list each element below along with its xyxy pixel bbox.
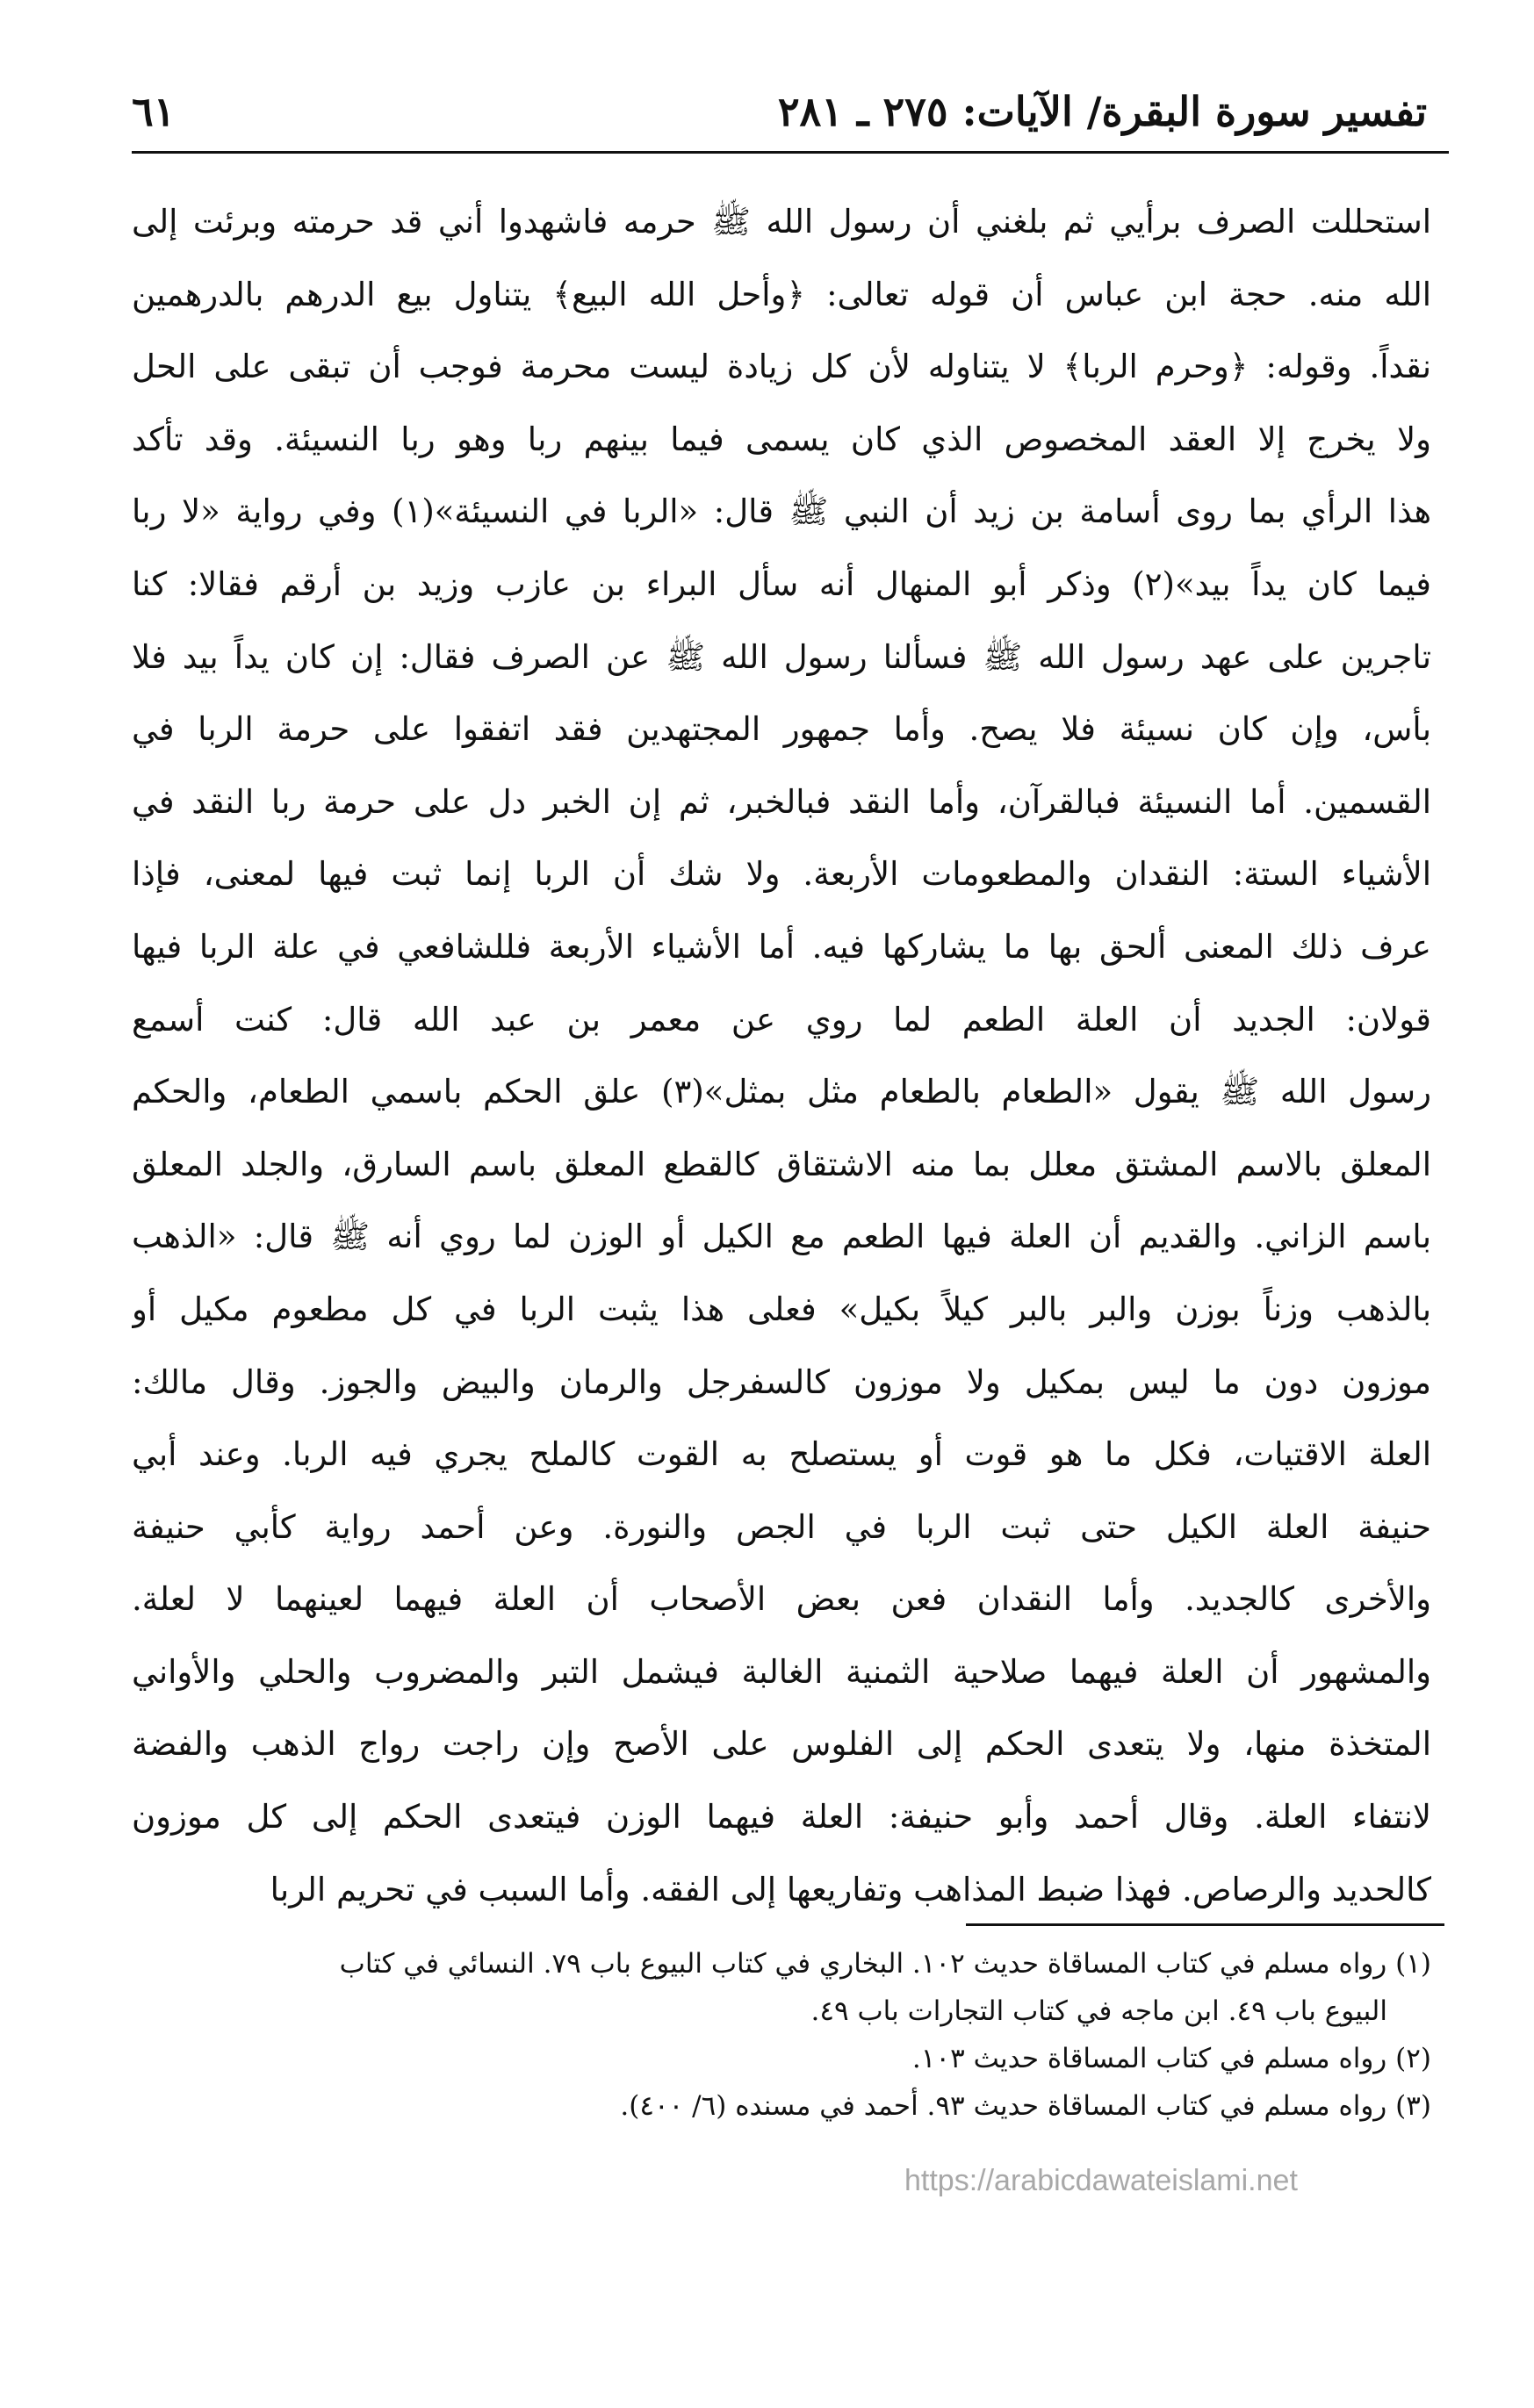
page-number: ٦١ [132,88,176,135]
footnotes [114,1940,1431,2130]
text-line: قولان: الجديد أن العلة الطعم لما روي عن معمر بن عبد الله قال: كنت أسمع [132,1000,1431,1039]
footnote-rule [966,1923,1444,1926]
text-line: العلة الاقتيات، فكل ما هو قوت أو يستصلح به القوت كالملح يجري فيه الربا. وعند أبي [132,1435,1431,1474]
header-rule [132,151,1449,154]
running-title: تفسير سورة البقرة/ الآيات: ٢٧٥ ـ ٢٨١ [777,88,1427,135]
text-line: عرف ذلك المعنى ألحق بها ما يشاركها فيه. أما الأشياء الأربعة فللشافعي في علة الربا فيها [132,927,1431,966]
text-line: لانتفاء العلة. وقال أحمد وأبو حنيفة: العلة فيهما الوزن فيتعدى الحكم إلى كل موزون [132,1798,1431,1837]
footnote-2: (٢) رواه مسلم في كتاب المساقاة حديث ١٠٣. [911,2043,1431,2074]
text-line: القسمين. أما النسيئة فبالقرآن، وأما النقد فبالخبر، ثم إن الخبر دل على حرمة ربا النقد في [132,782,1431,821]
text-line: كالحديد والرصاص. فهذا ضبط المذاهب وتفاريعها إلى الفقه. وأما السبب في تحريم الربا [270,1870,1431,1908]
text-line: الأشياء الستة: النقدان والمطعومات الأربعة. ولا شك أن الربا إنما ثبت فيها لمعنى، فإذا [132,855,1431,894]
text-line: بأس، وإن كان نسيئة فلا يصح. وأما جمهور المجتهدين فقد اتفقوا على حرمة الربا في [132,710,1431,749]
running-header [132,88,1427,149]
text-line: والمشهور أن العلة فيهما صلاحية الثمنية الغالبة فيشمل التبر والمضروب والحلي والأواني [132,1652,1431,1691]
text-line: حنيفة العلة الكيل حتى ثبت الربا في الجص والنورة. وعن أحمد رواية كأبي حنيفة [132,1507,1431,1546]
text-line: الله منه. حجة ابن عباس أن قوله تعالى: ﴿وأحل الله البيع﴾ يتناول بيع الدرهم بالدرهمين [132,275,1431,313]
text-line: بالذهب وزناً بوزن والبر بالبر كيلاً بكيل» فعلى هذا يثبت الربا في كل مطعوم مكيل أو [132,1290,1431,1328]
text-line: ولا يخرج إلا العقد المخصوص الذي كان يسمى فيما بينهم ربا وهو ربا النسيئة. وقد تأكد [132,420,1431,458]
text-line: استحللت الصرف برأيي ثم بلغني أن رسول الله ﷺ حرمه فاشهدوا أني قد حرمته وبرئت إلى [132,203,1431,241]
body-text [132,186,1431,1926]
text-line: باسم الزاني. والقديم أن العلة فيها الطعم مع الكيل أو الوزن لما روي أنه ﷺ قال: «الذهب [132,1218,1431,1256]
text-line: المتخذة منها، ولا يتعدى الحكم إلى الفلوس على الأصح وإن راجت رواج الذهب والفضة [132,1725,1431,1764]
footnote-1-continuation: البيوع باب ٤٩. ابن ماجه في كتاب التجارات باب ٤٩. [810,1995,1387,2027]
footnote-3: (٣) رواه مسلم في كتاب المساقاة حديث ٩٣. أحمد في مسنده (٦/ ٤٠٠). [620,2090,1431,2122]
footnote-1: (١) رواه مسلم في كتاب المساقاة حديث ١٠٢. البخاري في كتاب البيوع باب ٧٩. النسائي في كتاب [339,1948,1431,1980]
watermark-url: https://arabicdawateislami.net [904,2164,1298,2197]
text-line: تاجرين على عهد رسول الله ﷺ فسألنا رسول الله ﷺ عن الصرف فقال: إن كان يداً بيد فلا [132,637,1431,676]
text-line: موزون دون ما ليس بمكيل ولا موزون كالسفرجل والرمان والبيض والجوز. وقال مالك: [132,1362,1431,1401]
text-line: فيما كان يداً بيد»(٢) وذكر أبو المنهال أنه سأل البراء بن عازب وزيد بن أرقم فقالا: كنا [132,564,1431,603]
text-line: نقداً. وقوله: ﴿وحرم الربا﴾ لا يتناوله لأن كل زيادة ليست محرمة فوجب أن تبقى على الحل [132,348,1431,386]
text-line: والأخرى كالجديد. وأما النقدان فعن بعض الأصحاب أن العلة فيهما لعينهما لا لعلة. [132,1580,1431,1619]
text-line: المعلق بالاسم المشتق معلل بما منه الاشتقاق كالقطع المعلق باسم السارق، والجلد المعلق [132,1145,1431,1183]
text-line: رسول الله ﷺ يقول «الطعام بالطعام مثل بمثل»(٣) علق الحكم باسمي الطعام، والحكم [132,1073,1431,1111]
text-line: هذا الرأي بما روى أسامة بن زيد أن النبي ﷺ قال: «الربا في النسيئة»(١) وفي رواية «لا ربا [132,492,1431,531]
